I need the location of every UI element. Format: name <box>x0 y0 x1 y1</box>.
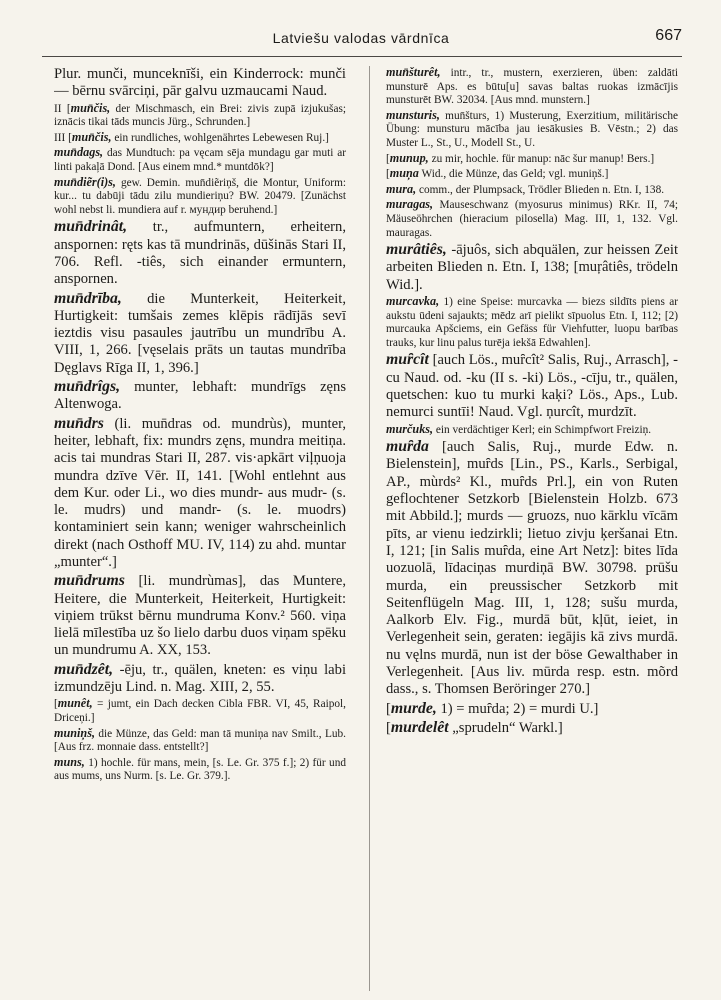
dictionary-entry <box>54 572 346 659</box>
dictionary-entry <box>54 378 346 414</box>
dictionary-entry <box>54 218 346 288</box>
entry-headword: munêt, <box>57 696 93 711</box>
entry-headword: mun̄čis, <box>70 100 111 115</box>
entry-text: Wid., die Münze, das Geld; vgl. muniņš.] <box>421 168 609 181</box>
entry-text: die Münze, das Geld: man tā muniņa nav Smilt., Lub. [Aus frz. monnaie dass. entstellt?] <box>54 727 346 754</box>
entry-lead: [ <box>54 698 58 711</box>
entry-headword: mun̄drîgs, <box>54 378 121 396</box>
entry-headword: mun̄šturêt, <box>386 66 441 79</box>
entry-text: munter, lebhaft: mundrīgs zęns Altenwoga. <box>54 379 346 413</box>
entry-text: comm., der Plumpsack, Trödler Blieden n. Etn. I, 138. <box>418 183 665 196</box>
entry-headword: murcavka, <box>386 294 440 309</box>
dictionary-entry <box>386 295 678 350</box>
dictionary-entry <box>54 102 346 130</box>
entry-text: 1) = muȓda; 2) = murdi U.] <box>440 700 599 717</box>
dictionary-entry <box>54 415 346 572</box>
entry-headword: mun̄dags, <box>54 145 104 160</box>
entry-lead: [ <box>386 719 391 736</box>
entry-headword: mun̄čis, <box>71 129 112 144</box>
entry-lead: [ <box>386 168 390 181</box>
entry-headword: mura, <box>386 181 417 196</box>
entry-text: [auch Lös., muȓcît² Salis, Ruj., Arrasch], -cu Naud. od. -ku (II s. -ki) Lös., -cīju, tr., quälen, quetschen: kuo tu murki kaķi? Lös., Aps., Lub. nemurci suntīi! Naud. Vgl. ņurcît, murdzīt. <box>386 352 678 421</box>
entry-lead: III [ <box>54 131 72 144</box>
entry-lead: [ <box>386 700 391 717</box>
dictionary-entry <box>54 661 346 697</box>
dictionary-entry <box>386 438 678 698</box>
dictionary-entry <box>386 719 678 737</box>
entry-headword: muragas, <box>386 197 434 212</box>
entry-text: -ēju, tr., quälen, kneten: es viņu labi izmundzēju Lind. n. Mag. XIII, 2, 55. <box>54 661 346 696</box>
entry-headword: muȓda <box>386 438 429 456</box>
entry-text: 1) eine Speise: murcavka — biezs sildīts piens ar aukstu ūdeni sajaukts; mēdz arī pielikt sīpuolus Etn. I, 112; [2) murcauka Apšciems, ein Gefäss für Viehfutter, luopu barības trauks, kur linu palus turēja iekšā Edwahlen]. <box>386 296 678 349</box>
dictionary-entry <box>54 131 346 146</box>
entry-text: = jumt, ein Dach decken Cibla FBR. VI, 45, Raipol, Driceņi.] <box>54 698 346 724</box>
dictionary-entry <box>54 727 346 755</box>
dictionary-entry <box>54 66 346 101</box>
entry-text: 1) hochle. für mans, mein, [s. Le. Gr. 375 f.]; 2) für und aus mums, uns Nurm. [s. Le. Gr. 379.]. <box>54 756 346 783</box>
dictionary-entry <box>54 697 346 725</box>
entry-text: ein rundliches, wohlgenährtes Lebewesen Ruj.] <box>114 131 329 144</box>
page-header <box>40 27 682 51</box>
entry-headword: munup, <box>389 150 429 165</box>
entry-headword: murde, <box>390 699 437 717</box>
dictionary-entry <box>386 198 678 240</box>
entry-headword: mun̄diẽr(i)s, <box>54 174 116 189</box>
dictionary-entry <box>386 241 678 294</box>
entry-headword: muȓcît <box>386 351 429 369</box>
entry-headword: muniņš, <box>54 725 95 740</box>
dictionary-entry <box>386 700 678 718</box>
left-column <box>54 66 346 991</box>
entry-text: tr., aufmuntern, erheitern, anspornen: ręts kas tā mundrinās, dūšinās Stari II, 706. Refl. -tiês, sich einander ermuntern, anspornen. <box>54 219 346 288</box>
entry-lead: [ <box>386 152 390 165</box>
entry-text: (li. mun̄dras od. mundrùs), munter, heiter, lebhaft, fix: mundrs zęns, mundra meitiņa. acis tai mundras Stari II, 287. vis·apkārt viļņuoja mundra dzīve Vēr. II, 141. [Wohl entlehnt aus dem Kur. oder Li., wo dies mundr- aus mudr- (s. le. mudrs) und mandr- (s. le. muodrs) kontaminiert sein kann; weniger wahrscheinlich direkt (nach Osthoff MU. IV, 114) zu ahd. muntar „munter“.] <box>54 415 346 570</box>
entry-text: intr., tr., mustern, exerzieren, üben: zaldāti munsturē Aps. es būtu[u] savas baltas ruokas izmācījis munsturēt BW. 32034. [Aus mnd. munstern.] <box>386 67 678 107</box>
dictionary-entry <box>54 146 346 174</box>
entry-headword: mun̄dzêt, <box>54 660 114 678</box>
entry-text: zu mir, hochle. für manup: nāc šur manup! Bers.] <box>431 152 655 165</box>
entry-text: gew. Demin. mun̄diẽriņš, die Montur, Uniform: kur... tu dabūji tādu zilu mundieriņu? BW. 20479. [Zunächst wohl nebst li. mundiera auf r. мундир beruhend.] <box>54 176 346 216</box>
dictionary-entry <box>386 66 678 108</box>
entry-text: ein verdächtiger Kerl; ein Schimpfwort Freiziņ. <box>435 423 652 436</box>
dictionary-entry <box>54 756 346 784</box>
dictionary-entry <box>386 109 678 151</box>
entry-headword: muns, <box>54 754 85 769</box>
entry-text: der Mischmasch, ein Brei: zivis zupā izjukušas; iznācis tikai tāds muncis Jürg., Schrunden.] <box>54 102 346 129</box>
entry-headword: mun̄drība, <box>54 289 122 307</box>
entry-text: mun̄šturs, 1) Musterung, Exerzitium, militärische Übung: munsturu mācība jau iesākusies B. Vēstn.; 2) das Muster L., St., U., Modell St., U. <box>386 109 678 149</box>
dictionary-entry <box>386 351 678 421</box>
page-number: 667 <box>655 27 682 44</box>
entry-text: [li. mundrùmas], das Muntere, Heitere, die Munterkeit, Heiterkeit, Hurtigkeit: viņiem trūkst bērnu mundruma Konv.² 560. viņa lielā mīlestība uz šo lielo darbu duos viņam spēku un mundrumu A. XX, 153. <box>54 573 346 659</box>
entry-headword: munsturis, <box>386 107 440 122</box>
entry-headword: murdelêt <box>390 718 449 736</box>
dictionary-entry <box>386 152 678 167</box>
dictionary-entry <box>386 423 678 438</box>
entry-lead: II [ <box>54 102 71 115</box>
dictionary-entry <box>386 167 678 182</box>
dictionary-entry <box>54 176 346 218</box>
entry-headword: murčuks, <box>386 421 434 436</box>
entry-headword: muņa <box>389 166 419 181</box>
entry-text: „sprudeln“ Warkl.] <box>452 719 563 736</box>
entry-text: die Munterkeit, Heiterkeit, Hurtigkeit: tumšais zemes klēpis rādījās sevī ieztdis visu pasaules jautrību un mundrību A. VIII, 1, 266. [vęselais prāts un tautas mundrība Dęglavs Rīga II, 1, 396.] <box>54 290 346 376</box>
dictionary-entry <box>54 290 346 377</box>
entry-text: Plur. munči, munceknīši, ein Kinderrock: munči — bērnu svārciņi, pār galvu uzmaucami Naud. <box>54 66 346 100</box>
header-rule <box>42 56 682 57</box>
column-divider <box>369 66 370 991</box>
entry-text: Mauseschwanz (myosurus minimus) RKr. II, 74; Mäuseöhrchen (hieracium pilosella) Mag. III, 1, 132. Vgl. mauragas. <box>386 199 678 239</box>
right-column <box>386 66 678 991</box>
entry-text: das Mundtuch: pa vęcam sēja mundagu gar muti ar linti pakaļā Dond. [Aus einem mnd.* muntdōk?] <box>54 147 346 173</box>
entry-headword: mun̄drs <box>54 414 104 432</box>
entry-text: [auch Salis, Ruj., murde Edw. n. Bielenstein], muȓds [Lin., PS., Karls., Serbigal, AP., mùrds² Kl., muȓds Prl.], ein von Ruten geflochtener Setzkorb [Bielenstein Holzb. 673 mit Abbild.]; murds — gruozs, nuo kārklu vīcām pīts, ar vienu iedzirkli; lietuo zivju ķeršanai Etn. I, 121; [in Salis muȓda, eine Art Netz]: bites līda uozuolā, līdaciņas murdiņā BW. 30798. prūšu murda, ein preussischer Setzkorb mit Seitenflügeln Mag. III, 1, 128; sušu murda, Aalkorb Elv. Fig., murdā būt, kļūt, ieiet, in Verlegenheit sein, geraten: iegājis kā zivs murdā. nu vęlns murdā, nun ist der böse Gewalthaber in Verlegenheit. [Aus liv. mūrda resp. estn. mõrd dass., s. Thomsen Beröringer 270.] <box>386 439 678 698</box>
running-title: Latviešu valodas vārdnīca <box>272 30 450 46</box>
entry-headword: mun̄drums <box>54 572 125 590</box>
dictionary-entry <box>386 183 678 198</box>
entry-headword: mun̄drinât, <box>54 218 128 236</box>
entry-headword: murâtiês, <box>386 241 447 259</box>
entry-text: -ājuôs, sich abquälen, zur heissen Zeit arbeiten Blieden n. Etn. I, 138; [muŗâtiês, trödeln Wid.]. <box>386 242 678 293</box>
